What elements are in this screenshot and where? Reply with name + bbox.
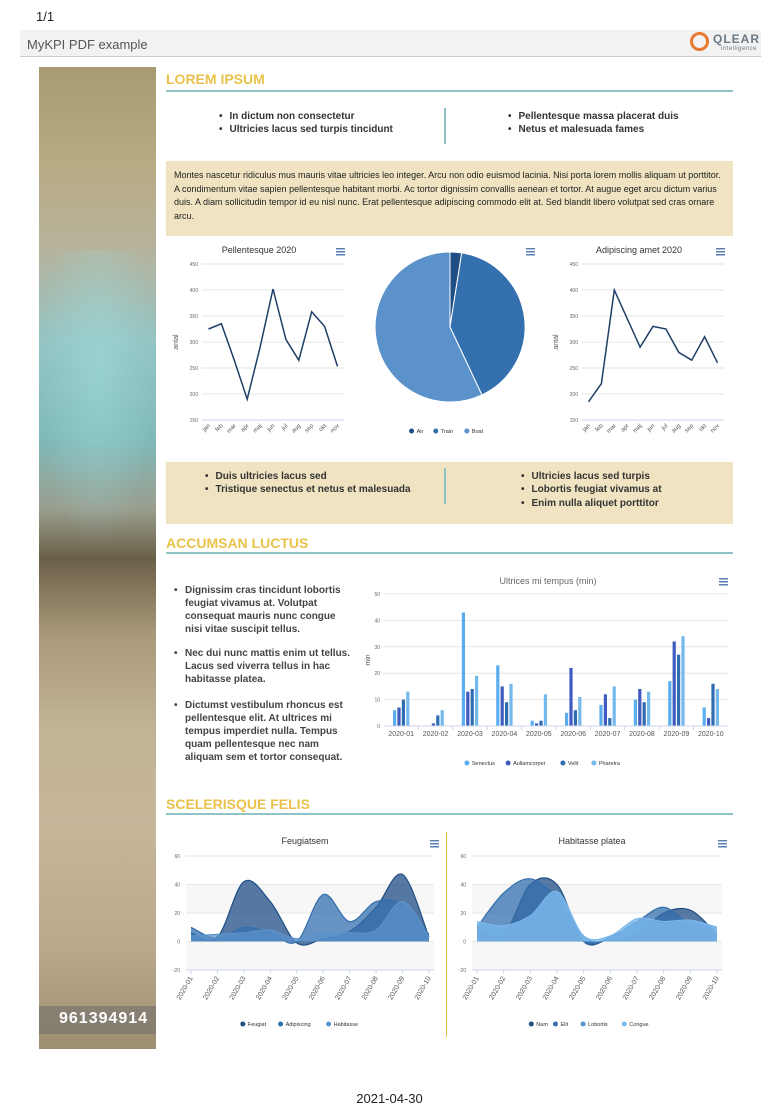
logo-tagline: intelligence [721, 46, 758, 52]
x-tick-label: 2020-08 [629, 731, 655, 738]
bullet-item: • Nec dui nunc mattis enim ut tellus. Lacus sed viverra tellus in hac habitasse platea. [185, 647, 355, 686]
menu-line [336, 248, 345, 250]
pie-chart-transport [355, 240, 545, 440]
x-tick-label: 2020-01 [461, 975, 481, 1002]
chart-title: Adipiscing amet 2020 [595, 245, 683, 255]
footer-date: 2021-04-30 [356, 1091, 423, 1106]
x-tick-label: 2020-08 [360, 975, 380, 1002]
chart-title: Pellentesque 2020 [221, 245, 297, 255]
menu-line [716, 248, 725, 250]
legend-marker [553, 1022, 558, 1027]
x-tick-label: sep [304, 423, 316, 435]
x-tick-label: 2020-05 [568, 975, 588, 1002]
bullet-item: • Ultricies lacus sed turpis [521, 471, 650, 482]
y-tick-label: -20 [458, 968, 466, 974]
bar [471, 689, 474, 726]
legend-label: Lobortis [588, 1022, 608, 1028]
bar [711, 684, 714, 726]
x-tick-label: jan [581, 423, 592, 434]
line-chart-adipiscing [546, 240, 736, 440]
bar [505, 702, 508, 726]
menu-line [719, 578, 728, 580]
bullet-item: • Enim nulla aliquet porttitor [521, 498, 659, 509]
bullet-item: • In dictum non consectetur [219, 111, 355, 122]
section-title-scelerisque: SCELERISQUE FELIS [166, 796, 310, 812]
hamburger-menu-icon[interactable] [718, 840, 727, 848]
x-tick-label: jul [280, 423, 290, 432]
bullet-item: • Pellentesque massa placerat duis [508, 111, 679, 122]
x-tick-label: 2020-06 [308, 975, 327, 1002]
company-logo [690, 31, 760, 55]
hamburger-menu-icon[interactable] [336, 248, 345, 256]
area-chart-feugiatsem [166, 830, 444, 1035]
bar [634, 700, 637, 726]
bar [544, 694, 547, 726]
y-tick-label: 150 [569, 418, 578, 424]
legend-marker [506, 761, 511, 766]
bar [496, 665, 499, 726]
bar [673, 642, 676, 727]
bar [613, 686, 616, 726]
bar [703, 708, 706, 727]
x-tick-label: 2020-04 [255, 975, 275, 1002]
x-tick-label: 2020-03 [457, 731, 483, 738]
area-chart-habitasse [452, 830, 732, 1035]
x-tick-label: mar [226, 423, 238, 435]
x-tick-label: nov [709, 423, 721, 435]
bar [668, 681, 671, 726]
legend-label: Pharetra [598, 761, 621, 767]
bar [574, 710, 577, 726]
y-tick-label: 40 [460, 882, 466, 889]
legend-marker [581, 1022, 586, 1027]
menu-line [718, 840, 727, 842]
x-tick-label: maj [632, 423, 644, 435]
x-tick-label: 2020-06 [560, 731, 587, 738]
y-tick-label: 0 [463, 939, 466, 946]
summary-paragraph: Montes nascetur ridiculus mus mauris vitae ultricies leo integer. Arcu non odio euismod lacinia. Nisi porta lorem mollis aliquam ut porttitor. A condimentum vitae sapien pellentesque habitant morbi. Ac tortor dignissim convallis aenean et tortor. At augue eget arcu dictum varius duis. A diam sollicitudin tempor id eu nisl nunc. Erat pellentesque adipiscing commodo elit at. Sed blandit libero volutpat sed cras ornare arcu. [174, 170, 721, 221]
menu-line [718, 843, 727, 845]
chart-title: Feugiatsem [281, 836, 329, 846]
bar-chart-ultrices [362, 570, 734, 770]
series-line [589, 290, 718, 402]
section-title-lorem: LOREM IPSUM [166, 71, 265, 87]
y-tick-label: 20 [174, 911, 180, 917]
plot-band [186, 942, 434, 971]
bar [406, 692, 409, 726]
y-tick-label: 0 [377, 724, 380, 730]
y-tick-label: 450 [569, 262, 578, 268]
x-tick-label: 2020-10 [701, 975, 721, 1002]
series-line [209, 289, 338, 399]
legend-marker [433, 429, 438, 434]
y-tick-label: 0 [177, 939, 180, 946]
y-tick-label: 40 [374, 618, 380, 625]
x-tick-label: 2020-10 [413, 975, 433, 1002]
bullet-item: • Lobortis feugiat vivamus at [521, 484, 662, 495]
legend-label: Velit [567, 761, 579, 767]
y-tick-label: 300 [569, 340, 578, 346]
section-rule [166, 90, 733, 92]
bar [643, 702, 646, 726]
legend-marker [409, 429, 414, 434]
y-tick-label: 20 [374, 671, 380, 678]
legend-label: Feugiat [247, 1022, 267, 1028]
x-tick-label: feb [214, 423, 225, 434]
x-tick-label: 2020-03 [515, 975, 535, 1002]
y-tick-label: 400 [189, 288, 198, 294]
y-axis-label: antal [553, 334, 560, 350]
menu-line [719, 584, 728, 586]
chart-title: Habitasse platea [558, 836, 626, 846]
x-tick-label: aug [670, 423, 683, 435]
legend-label: Senectus [471, 761, 495, 767]
y-tick-label: 50 [374, 592, 380, 598]
x-tick-label: 2020-04 [491, 731, 518, 738]
legend-label: Train [440, 429, 454, 435]
bar [466, 692, 469, 726]
y-tick-label: 150 [189, 418, 198, 424]
bullet-item: • Dictumst vestibulum rhoncus est pellentesque elit. At ultrices mi tempus imperdiet nulla. Tempus quam pellentesque nec nam aliquam sem et tortor consequat. [185, 699, 355, 764]
legend-marker [240, 1022, 245, 1027]
x-tick-label: 2020-07 [334, 975, 354, 1002]
legend-marker [464, 429, 469, 434]
x-tick-label: 2020-05 [281, 975, 301, 1002]
y-tick-label: 300 [189, 340, 198, 346]
x-tick-label: okt [318, 423, 329, 434]
bar [599, 705, 602, 726]
y-tick-label: 60 [174, 854, 180, 860]
y-axis-label: antal [173, 334, 180, 350]
bar [462, 613, 465, 727]
bar [565, 713, 568, 726]
legend-marker [622, 1022, 627, 1027]
x-tick-label: 2020-07 [594, 731, 621, 738]
x-tick-label: 2020-09 [387, 975, 407, 1002]
x-tick-label: jul [660, 423, 670, 432]
bar [441, 710, 444, 726]
sidebar-photo [39, 67, 156, 1049]
bullet-item: • Ultricies lacus sed turpis tincidunt [219, 124, 393, 135]
x-tick-label: 2020-01 [175, 975, 195, 1002]
x-tick-label: jun [266, 423, 277, 434]
menu-line [430, 846, 439, 848]
menu-line [526, 254, 535, 256]
y-tick-label: 200 [189, 392, 198, 398]
logo-brand: QLEAR [713, 32, 760, 46]
x-tick-label: 2020-02 [422, 731, 449, 738]
section-rule [166, 813, 733, 815]
menu-line [336, 254, 345, 256]
legend-label: Congue [629, 1022, 649, 1028]
x-tick-label: mar [606, 423, 618, 435]
menu-line [718, 846, 727, 848]
x-tick-label: 2020-07 [621, 975, 641, 1002]
x-tick-label: 2020-10 [697, 731, 724, 738]
y-tick-label: 450 [189, 262, 198, 268]
legend-marker [464, 761, 469, 766]
bar [608, 718, 611, 726]
hamburger-menu-icon[interactable] [526, 248, 535, 256]
bar [677, 655, 680, 726]
legend-marker [529, 1022, 534, 1027]
y-tick-label: 20 [460, 911, 466, 917]
legend-label: Habitasse [333, 1022, 359, 1028]
x-tick-label: feb [594, 423, 605, 434]
x-tick-label: 2020-01 [388, 731, 415, 738]
bullet-item: • Tristique senectus et netus et malesuada [205, 484, 411, 495]
x-tick-label: 2020-08 [648, 975, 668, 1002]
bar [501, 686, 504, 726]
bar [716, 689, 719, 726]
sidebar-caption [39, 1006, 156, 1034]
x-tick-label: 2020-09 [663, 731, 690, 738]
section-title-accumsan: ACCUMSAN LUCTUS [166, 535, 309, 551]
x-tick-label: nov [329, 423, 341, 435]
bar [604, 694, 607, 726]
y-tick-label: 60 [460, 854, 466, 860]
bar [475, 676, 478, 726]
bar [681, 636, 684, 726]
menu-line [719, 581, 728, 583]
y-tick-label: 30 [374, 644, 380, 651]
bar [578, 697, 581, 726]
bar [707, 718, 710, 726]
x-tick-label: jun [646, 423, 657, 434]
bar [397, 708, 400, 727]
column-divider [444, 108, 446, 144]
page-number: 1/1 [36, 9, 55, 24]
x-tick-label: 2020-09 [675, 975, 695, 1002]
x-tick-label: jan [201, 423, 212, 434]
header-title: MyKPI PDF example [27, 37, 148, 52]
y-tick-label: 200 [569, 392, 578, 398]
bar [638, 689, 641, 726]
y-tick-label: 40 [174, 882, 180, 889]
hamburger-menu-icon[interactable] [430, 840, 439, 848]
legend-marker [326, 1022, 331, 1027]
bar [647, 692, 650, 726]
x-tick-label: 2020-02 [488, 975, 508, 1002]
bullet-item: • Dignissim cras tincidunt lobortis feugiat vivamus at. Volutpat consequat mauris nunc congue nisi vitae suscipit tellus. [185, 584, 355, 636]
legend-label: Elit [560, 1022, 569, 1028]
hamburger-menu-icon[interactable] [719, 578, 728, 586]
legend-marker [560, 761, 565, 766]
y-tick-label: 350 [189, 314, 198, 320]
y-tick-label: 10 [374, 697, 380, 704]
line-chart-pellentesque [166, 240, 352, 440]
bar [509, 684, 512, 726]
menu-line [526, 248, 535, 250]
plot-band [472, 942, 722, 971]
bullet-item: • Duis ultricies lacus sed [205, 471, 327, 482]
x-tick-label: maj [252, 423, 264, 435]
y-tick-label: 350 [569, 314, 578, 320]
menu-line [430, 840, 439, 842]
x-tick-label: 2020-06 [595, 975, 615, 1002]
bar [402, 700, 405, 726]
chart-divider [446, 832, 447, 1037]
legend-marker [591, 761, 596, 766]
x-tick-label: aug [290, 423, 303, 435]
y-tick-label: 250 [569, 366, 578, 372]
bar [539, 721, 542, 726]
x-tick-label: 2020-05 [525, 731, 552, 738]
summary-box [166, 161, 733, 236]
x-tick-label: 2020-02 [202, 975, 222, 1002]
y-axis-label: min [365, 654, 372, 666]
legend-label: Nam [536, 1022, 548, 1028]
menu-line [526, 251, 535, 253]
legend-label: Adipiscing [285, 1022, 311, 1028]
legend-label: Boat [471, 429, 484, 435]
sidebar-photo-highlight [39, 250, 156, 550]
menu-line [430, 843, 439, 845]
bar [393, 710, 396, 726]
legend-label: Air [416, 429, 424, 435]
x-tick-label: okt [698, 423, 709, 434]
menu-line [336, 251, 345, 253]
sidebar-caption-text: 961394914 [59, 1010, 149, 1027]
column-divider [444, 468, 446, 504]
y-tick-label: -20 [172, 968, 180, 974]
bar [436, 715, 439, 726]
menu-line [716, 251, 725, 253]
y-tick-label: 400 [569, 288, 578, 294]
legend-marker [278, 1022, 283, 1027]
logo-ring-icon [690, 32, 709, 51]
hamburger-menu-icon[interactable] [716, 248, 725, 256]
x-tick-label: apr [240, 423, 251, 434]
bullet-item: • Netus et malesuada fames [508, 124, 644, 135]
legend-label: Aullamcorper [513, 761, 546, 767]
chart-title: Ultrices mi tempus (min) [499, 576, 597, 586]
x-tick-label: apr [620, 423, 631, 434]
x-tick-label: 2020-03 [228, 975, 248, 1002]
x-tick-label: 2020-04 [541, 975, 561, 1002]
y-tick-label: 250 [189, 366, 198, 372]
bar [531, 721, 534, 726]
menu-line [716, 254, 725, 256]
bar [569, 668, 572, 726]
section-rule [166, 552, 733, 554]
x-tick-label: sep [684, 423, 696, 435]
